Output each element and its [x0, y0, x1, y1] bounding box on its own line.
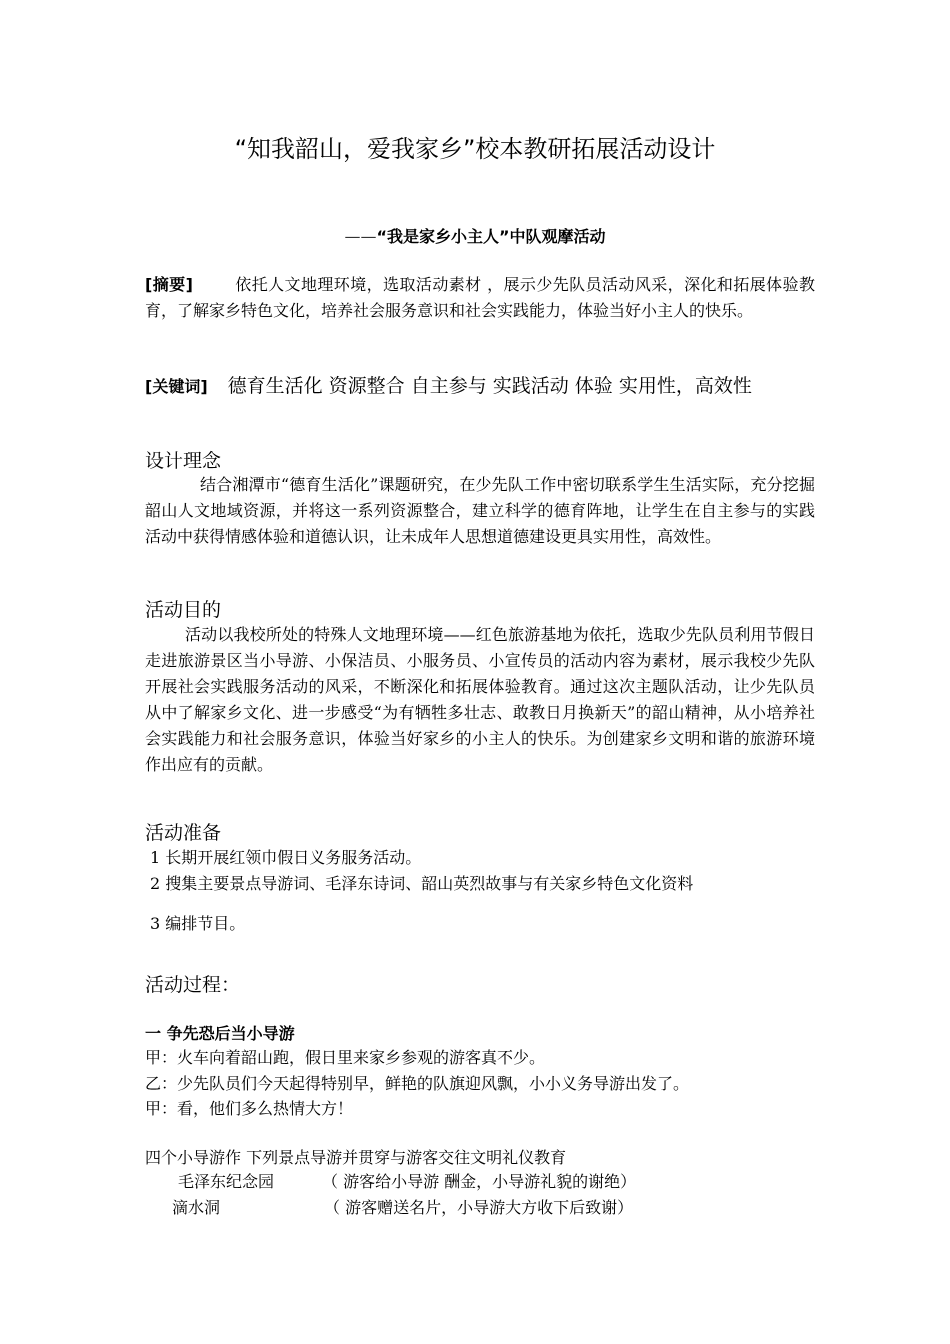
abstract-label: [摘要] [145, 275, 193, 294]
keywords-label: [关键词] [145, 377, 208, 396]
preparation-item-1: 1 长期开展红领巾假日义务服务活动。 [150, 848, 422, 867]
abstract-block [145, 272, 815, 324]
purpose-block [145, 622, 815, 778]
keywords-paragraph [145, 373, 815, 400]
keywords-text: 德育生活化 资源整合 自主参与 实践活动 体验 实用性，高效性 [227, 375, 752, 397]
preparation-item-3: 3 编排节目。 [150, 914, 246, 933]
subtitle-dash: —— [344, 227, 377, 246]
keywords-block [145, 373, 815, 400]
abstract-text: 依托人文地理环境，选取活动素材 ，展示少先队员活动风采，深化和拓展体验教育，了解家乡特色文化，培养社会服务意识和社会实践能力，体验当好小主人的快乐。 [145, 275, 815, 320]
tour-name-2: 滴水洞 [172, 1198, 221, 1217]
design-concept-block [145, 472, 815, 550]
dialogue-line-2: 乙：少先队员们今天起得特别早，鲜艳的队旗迎风飘，小小义务导游出发了。 [145, 1074, 690, 1093]
dialogue-line-1: 甲：火车向着韶山跑，假日里来家乡参观的游客真不少。 [145, 1048, 546, 1067]
preparation-item-2: 2 搜集主要景点导游词、毛泽东诗词、韶山英烈故事与有关家乡特色文化资料 [150, 874, 694, 893]
tour-intro: 四个小导游作 下列景点导游并贯穿与游客交往文明礼仪教育 [145, 1148, 567, 1167]
document-subtitle [0, 225, 950, 249]
tour-name-1: 毛泽东纪念园 [178, 1172, 275, 1191]
tour-note-1: （ 游客给小导游 酬金，小导游礼貌的谢绝） [322, 1172, 637, 1191]
document-title: “知我韶山，爱我家乡”校本教研拓展活动设计 [234, 135, 716, 163]
purpose-heading: 活动目的 [145, 599, 222, 621]
process-heading: 活动过程： [145, 974, 241, 996]
dialogue-line-3: 甲：看，他们多么热情大方！ [145, 1099, 354, 1118]
preparation-heading: 活动准备 [145, 822, 222, 844]
purpose-text: 活动以我校所处的特殊人文地理环境——红色旅游基地为依托，选取少先队员利用节假日走进旅游景区当小导游、小保洁员、小服务员、小宣传员的活动内容为素材，展示我校少先队开展社会实践服务活动的风采，不断深化和拓展体验教育。通过这次主题队活动，让少先队员从中了解家乡文化、进一步感受“为有牺牲多壮志、敢教日月换新天”的韶山精神，从小培养社会实践能力和社会服务意识，体验当好家乡的小主人的快乐。为创建家乡文明和谐的旅游环境作出应有的贡献。 [145, 625, 815, 774]
tour-note-2: （ 游客赠送名片，小导游大方收下后致谢） [324, 1198, 634, 1217]
section-1-title: 一 争先恐后当小导游 [145, 1024, 295, 1043]
design-concept-heading: 设计理念 [145, 450, 222, 472]
subtitle-text: “我是家乡小主人”中队观摩活动 [376, 227, 606, 246]
abstract-paragraph [145, 272, 815, 324]
design-concept-text: 结合湘潭市“德育生活化”课题研究，在少先队工作中密切联系学生生活实际，充分挖掘韶山人文地域资源，并将这一系列资源整合，建立科学的德育阵地，让学生在自主参与的实践活动中获得情感体验和道德认识，让未成年人思想道德建设更具实用性，高效性。 [145, 475, 815, 546]
